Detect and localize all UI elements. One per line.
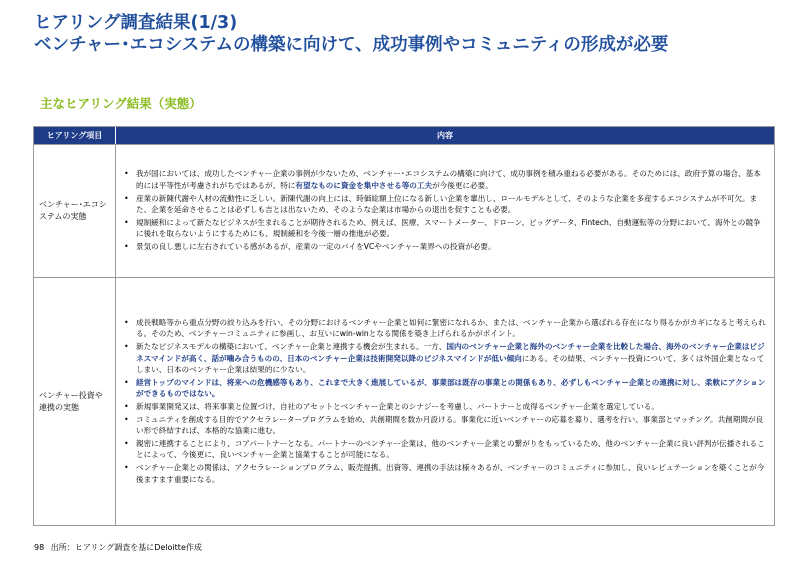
bullet-text: 我が国においては、成功したベンチャー企業の事例が少ないため、ベンチャー･エコシステムの構築に向けて、成功事例を積み重ねる必要がある。そのためには、政府予算の場合、基本的には平等性が考慮されがちではあるが、特に bbox=[136, 169, 761, 191]
row-item-label: ベンチャー投資や連携の実態 bbox=[34, 278, 116, 525]
bullet-item: • 成長戦略等から重点分野の絞り込みを行い、その分野におけるベンチャー企業と如何に緊密になれるか、または、ベンチャー企業から選ばれる存在になり得るかがカギになると考えられる。そのため、ベンチャーコミュニティに参画し、お互いにwin-winとなる関係を築き上げられるかがポイント。 bbox=[122, 317, 768, 340]
bullet-item bbox=[122, 341, 768, 376]
bullet-list bbox=[122, 317, 768, 486]
bullet-item: • コミュニティを創成する目的でアクセラレータープログラムを始め、共創期間を数か月設ける。事業化に近いベンチャーの応募を募り、選考を行い、事業部とマッチング。共創期間が良い形で終結すれば、本格的な協業に進む。 bbox=[122, 414, 768, 437]
bullet-item: • ベンチャー企業との関係は、アクセラレーションプログラム、販売提携、出資等、連携の手法は様々あるが、ベンチャーのコミュニティに参加し、良いレピュテーションを築くことが今後ますます重要になる。 bbox=[122, 462, 768, 485]
bullet-item: • 景気の良し悪しに左右されている感があるが、産業の一定のパイをVCやベンチャー業界への投資が必要。 bbox=[122, 241, 768, 253]
row-content bbox=[116, 278, 774, 525]
bullet-list bbox=[122, 168, 768, 253]
bullet-item: • 親密に連携することにより、コアパートナーとなる。パートナーのベンチャー企業は、他のベンチャー企業との繋がりをもっているため、他のベンチャー企業に良い評判が伝播されることによって、今後更に、良いベンチャー企業と協業することが可能になる。 bbox=[122, 438, 768, 461]
bullet-highlight: 経営トップのマインドは、将来への危機感等もあり、これまで大きく進展しているが、事業部は既存の事業との関係もあり、必ずしもベンチャー企業との連携に対し、柔軟にアクションができるものではない。 bbox=[136, 377, 766, 399]
bullet-item bbox=[122, 377, 768, 400]
bullet-item: • 規制緩和によって新たなビジネスが生まれることが期待されるため、例えば、医療、スマートメーター、ドローン、ビッグデータ、Fintech、自動運転等の分野において、海外との競争に後れを取らないようにするためにも、規制緩和を今後一層の推進が必要。 bbox=[122, 217, 768, 240]
table-row bbox=[34, 144, 774, 277]
hearing-results-table bbox=[33, 126, 775, 526]
table-header bbox=[34, 127, 774, 144]
bullet-text: が今後更に必要。 bbox=[432, 181, 493, 191]
bullet-item: • 産業の新陳代謝や人材の流動性に乏しい。新陳代謝の向上には、時価総額上位になる新しい企業を輩出し、ロールモデルとして、そのような企業を多産するエコシステムが不可欠。また、企業を延命させることは必ずしも吉とは出ないため、そのような企業は市場からの退出を促すことも必要。 bbox=[122, 193, 768, 216]
row-item-label: ベンチャー･エコシステムの実態 bbox=[34, 145, 116, 277]
row-content bbox=[116, 145, 774, 277]
bullet-highlight: 国内のベンチャー企業と海外のベンチャー企業を比較した場合、海外のベンチャー企業はビジネスマインドが高く、話が噛み合うものの、日本のベンチャー企業は技術開発以降のビジネスマインドが低い傾向 bbox=[136, 342, 765, 363]
header-item: ヒアリング項目 bbox=[34, 127, 116, 144]
source-note: 出所：ヒアリング調査を基にDeloitte作成 bbox=[50, 543, 202, 552]
bullet-text: にある。その結果、ベンチャー投資について、多くは外国企業となってしまい、日本のベンチャー企業は結果的に少ない。 bbox=[136, 353, 765, 375]
title-line-1: ヒアリング調査結果(1/3) bbox=[34, 13, 238, 33]
bullet-highlight: 有望なものに資金を集中させる等の工夫 bbox=[295, 181, 433, 191]
footer bbox=[34, 542, 202, 553]
bullet-item: • 新規事業開発又は、将来事業と位置づけ、自社のアセットとベンチャー企業とのシナジーを考慮し、パートナーと成得るベンチャー企業を選定している。 bbox=[122, 401, 768, 413]
slide-title bbox=[34, 12, 774, 57]
header-content: 内容 bbox=[437, 131, 453, 140]
page-number: 98 bbox=[34, 543, 45, 552]
table-row bbox=[34, 277, 774, 525]
section-heading: 主なヒアリング結果（実態） bbox=[40, 96, 202, 111]
bullet-text: 新たなビジネスモデルの構築において、ベンチャー企業と連携する機会が生まれる。一方、 bbox=[136, 342, 447, 352]
bullet-item bbox=[122, 168, 768, 191]
title-line-2: ベンチャー･エコシステムの構築に向けて、成功事例やコミュニティの形成が必要 bbox=[34, 35, 669, 55]
